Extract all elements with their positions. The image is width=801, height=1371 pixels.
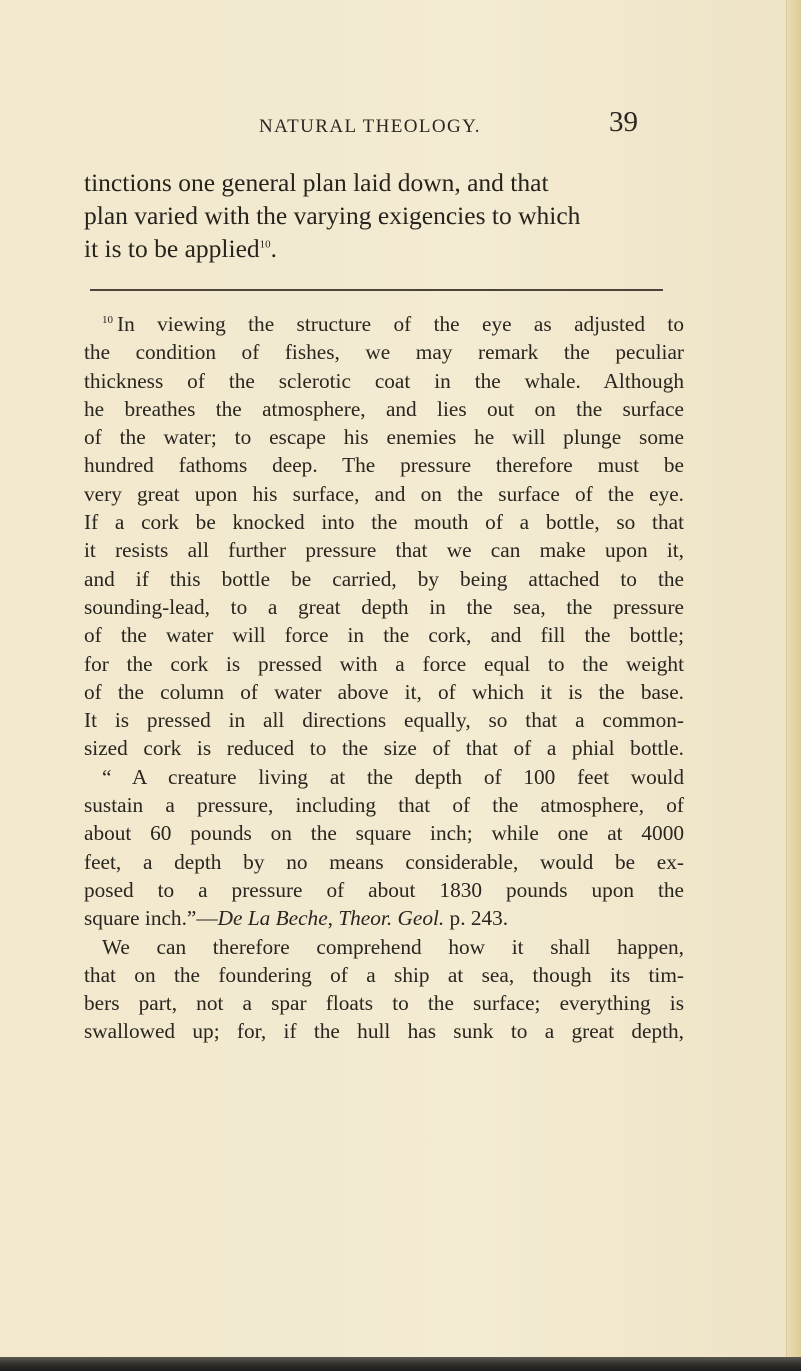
footnote-rule [90, 289, 663, 291]
page-edge-bottom [0, 1357, 801, 1371]
footnote-line: of the water; to escape his enemies he will plunge some [84, 425, 684, 450]
footnote-marker: 10 [102, 313, 113, 326]
body-line: plan varied with the varying exigencies to which [84, 201, 581, 230]
citation-lead: square inch.”— [84, 906, 218, 931]
page-header [0, 106, 801, 146]
body-line-text: it is to be applied [84, 234, 260, 263]
footnote-line: posed to a pressure of about 1830 pounds upon the [84, 877, 684, 902]
citation-separator: , [327, 906, 339, 931]
footnote-line: thickness of the sclerotic coat in the whale. Although [84, 368, 684, 393]
footnote-line: sized cork is reduced to the size of that of a phial bottle. [84, 736, 684, 761]
footnote-line: It is pressed in all directions equally, so that a common- [84, 708, 684, 733]
footnote-line: of the column of water above it, of which it is the base. [84, 679, 684, 704]
footnote-line: it resists all further pressure that we can make upon it, [84, 538, 684, 563]
footnote-line: of the water will force in the cork, and fill the bottle; [84, 623, 684, 648]
footnote-line: sustain a pressure, including that of the atmosphere, of [84, 793, 684, 818]
footnote-line-text: In viewing the structure of the eye as adjusted to [117, 312, 684, 336]
body-line-punct: . [270, 234, 278, 263]
footnote-line: “ A creature living at the depth of 100 feet would [102, 764, 684, 789]
footnote-line: sounding-lead, to a great depth in the sea, the pressure [84, 594, 684, 619]
footnote-line: We can therefore comprehend how it shall happen, [102, 934, 684, 959]
footnote-line: very great upon his surface, and on the surface of the eye. [84, 481, 684, 506]
footnote-reference: 10 [259, 238, 271, 251]
citation-work: Theor. Geol. [338, 906, 445, 931]
page-edge-right [786, 0, 801, 1371]
body-line [84, 232, 684, 265]
footnote [84, 310, 684, 1046]
footnote-line: and if this bottle be carried, by being attached to the [84, 566, 684, 591]
footnote-line: If a cork be knocked into the mouth of a bottle, so that [84, 510, 684, 535]
running-head: NATURAL THEOLOGY. [259, 116, 481, 137]
citation-author: De La Beche [217, 906, 328, 931]
page-number: 39 [609, 106, 638, 138]
footnote-line [84, 310, 684, 338]
footnote-line: for the cork is pressed with a force equal to the weight [84, 651, 684, 676]
footnote-line: bers part, not a spar floats to the surface; everything is [84, 991, 684, 1016]
footnote-line: swallowed up; for, if the hull has sunk to a great depth, [84, 1019, 684, 1044]
body-text [84, 166, 684, 265]
footnote-citation-line [84, 904, 684, 932]
citation-page: p. 243. [444, 906, 509, 931]
body-line: tinctions one general plan laid down, and that [84, 168, 549, 197]
footnote-line: the condition of fishes, we may remark the peculiar [84, 340, 684, 365]
footnote-line: hundred fathoms deep. The pressure therefore must be [84, 453, 684, 478]
footnote-line: he breathes the atmosphere, and lies out on the surface [84, 396, 684, 421]
footnote-line: about 60 pounds on the square inch; while one at 4000 [84, 821, 684, 846]
footnote-line: that on the foundering of a ship at sea, though its tim- [84, 962, 684, 987]
footnote-line: feet, a depth by no means considerable, would be ex- [84, 849, 684, 874]
